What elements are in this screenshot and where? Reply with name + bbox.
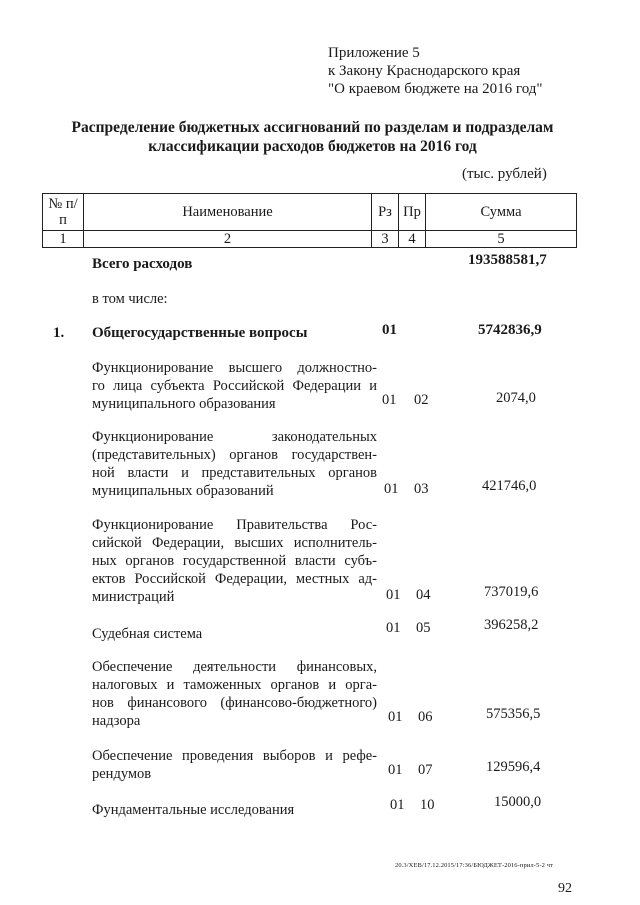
header-num <box>43 194 84 231</box>
section-sum: 5742836,9 <box>478 322 542 338</box>
item-name-line: нов финансового (финансово-бюджетного) <box>92 695 377 711</box>
header-sum: Сумма <box>426 194 577 231</box>
item-name-line: Судебная система <box>92 626 203 642</box>
col-number-2: 2 <box>84 231 372 248</box>
col-number-4: 4 <box>399 231 426 248</box>
item-rz: 01 <box>382 392 397 408</box>
including-label: в том числе: <box>92 291 168 307</box>
total-value: 193588581,7 <box>468 252 547 268</box>
item-name-line: министраций <box>92 589 175 605</box>
title-line-2: классификации расходов бюджетов на 2016 год <box>148 138 477 155</box>
item-sum: 2074,0 <box>496 390 536 406</box>
item-name-line: Фундаментальные исследования <box>92 802 295 818</box>
section-number: 1. <box>53 325 65 341</box>
item-name-line: рендумов <box>92 766 152 782</box>
appendix-line-1: Приложение 5 <box>328 45 420 61</box>
header-name: Наименование <box>84 194 372 231</box>
col-number-5: 5 <box>426 231 577 248</box>
item-name <box>92 801 377 819</box>
item-sum: 129596,4 <box>486 759 541 775</box>
appendix-line-2: к Закону Краснодарского края <box>328 63 521 79</box>
item-rz: 01 <box>388 709 403 725</box>
item-name-line: Функционирование законодательных <box>92 429 377 445</box>
appendix-header <box>328 44 543 98</box>
item-name-line: ных органов государственной власти субъ- <box>92 553 377 569</box>
item-pr: 10 <box>420 797 435 813</box>
item-sum: 396258,2 <box>484 617 539 633</box>
item-name-line: Обеспечение деятельности финансовых, <box>92 659 377 675</box>
item-sum: 421746,0 <box>482 478 537 494</box>
item-name-line: (представительных) органов государствен- <box>92 447 377 463</box>
item-name <box>92 516 377 606</box>
item-sum: 15000,0 <box>494 794 542 810</box>
item-pr: 03 <box>414 481 429 497</box>
table-header <box>42 193 577 248</box>
item-name-line: надзора <box>92 713 141 729</box>
footer-code: 20.3/ХЕВ/17.12.2015/17:36/БЮДЖЕТ-2016-прил-5-2 чт <box>395 862 554 869</box>
header-rz: Рз <box>372 194 399 231</box>
col-number-1: 1 <box>43 231 84 248</box>
item-pr: 06 <box>418 709 433 725</box>
header-pr: Пр <box>399 194 426 231</box>
section-name: Общегосударственные вопросы <box>92 325 308 341</box>
item-name <box>92 428 377 500</box>
item-name-line: Функционирование Правительства Рос- <box>92 517 377 533</box>
item-sum: 575356,5 <box>486 706 541 722</box>
title-line-1: Распределение бюджетных ассигнований по разделам и подразделам <box>71 119 554 136</box>
item-pr: 04 <box>416 587 431 603</box>
col-number-3: 3 <box>372 231 399 248</box>
item-name <box>92 747 377 783</box>
item-name-line: налоговых и таможенных органов и орга- <box>92 677 377 693</box>
appendix-line-3: "О краевом бюджете на 2016 год" <box>328 81 543 97</box>
item-rz: 01 <box>386 620 401 636</box>
item-name-line: муниципального образования <box>92 396 276 412</box>
item-name-line: муниципальных образований <box>92 483 274 499</box>
item-rz: 01 <box>388 762 403 778</box>
item-name-line: Функционирование высшего должностно- <box>92 360 377 376</box>
total-label: Всего расходов <box>92 256 193 272</box>
item-name-line: го лица субъекта Российской Федерации и <box>92 378 377 394</box>
header-num-text: № п/п <box>48 196 78 228</box>
section-rz: 01 <box>382 322 397 338</box>
item-pr: 05 <box>416 620 431 636</box>
item-name-line: Обеспечение проведения выборов и рефе- <box>92 748 377 764</box>
page-number: 92 <box>558 881 572 896</box>
item-pr: 02 <box>414 392 429 408</box>
item-rz: 01 <box>390 797 405 813</box>
item-name-line: ной власти и представительных органов <box>92 465 377 481</box>
item-rz: 01 <box>386 587 401 603</box>
item-rz: 01 <box>384 481 399 497</box>
item-name-line: ектов Российской Федерации, местных ад- <box>92 571 377 587</box>
item-sum: 737019,6 <box>484 584 539 600</box>
item-name <box>92 359 377 413</box>
document-title <box>40 118 585 156</box>
item-name <box>92 625 377 643</box>
item-name <box>92 658 377 730</box>
item-name-line: сийской Федерации, высших исполнитель- <box>92 535 377 551</box>
units-label: (тыс. рублей) <box>462 166 547 182</box>
item-pr: 07 <box>418 762 433 778</box>
